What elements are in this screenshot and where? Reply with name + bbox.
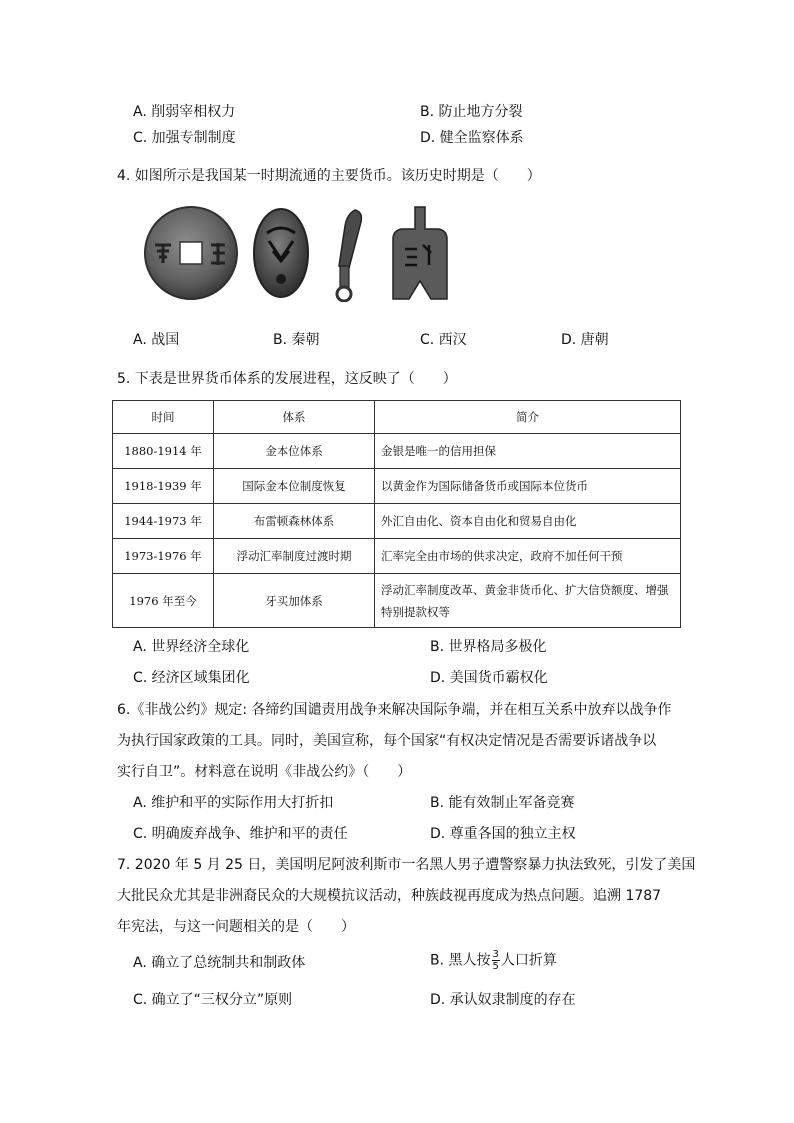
cell-system: 国际金本位制度恢复 <box>214 469 375 504</box>
fraction-numerator: 3 <box>492 949 499 960</box>
q3-option-b: B. 防止地方分裂 <box>420 104 523 120</box>
round-coin-image <box>143 205 239 301</box>
q6-stem-line-1: 6.《非战公约》规定: 各缔约国谴责用战争来解决国际争端，并在相互关系中放弃以战争作 <box>117 702 672 718</box>
q7-stem-line-2: 大批民众尤其是非洲裔民众的大规模抗议活动，种族歧视再度成为热点问题。追溯 1787 <box>117 888 662 904</box>
q5-option-b: B. 世界格局多极化 <box>430 639 547 655</box>
table-row <box>113 539 681 574</box>
q5-option-c: C. 经济区域集团化 <box>133 670 250 686</box>
spade-coin-image <box>389 205 451 301</box>
q4-stem: 4. 如图所示是我国某一时期流通的主要货币。该历史时期是（ ） <box>117 168 541 184</box>
q7-option-b-prefix: B. 黑人按 <box>430 952 491 969</box>
q6-stem-line-3: 实行自卫”。材料意在说明《非战公约》（ ） <box>117 764 412 780</box>
header-system: 体系 <box>214 401 375 434</box>
cell-time: 1918-1939 年 <box>113 469 214 504</box>
q6-option-d: D. 尊重各国的独立主权 <box>430 826 576 842</box>
currency-system-table <box>112 400 681 628</box>
q7-option-b <box>430 949 557 972</box>
q4-option-a: A. 战国 <box>133 332 180 348</box>
fraction-denominator: 5 <box>492 961 499 972</box>
table-row <box>113 434 681 469</box>
q7-option-c: C. 确立了“三权分立”原则 <box>133 992 293 1008</box>
q7-option-b-suffix: 人口折算 <box>500 952 557 969</box>
q6-stem-line-2: 为执行国家政策的工具。同时，美国宣称，每个国家“有权决定情况是否需要诉诸战争以 <box>117 733 657 749</box>
q7-stem-line-3: 年宪法，与这一问题相关的是（ ） <box>117 919 355 935</box>
cell-system: 金本位体系 <box>214 434 375 469</box>
q7-stem-line-1: 7. 2020 年 5 月 25 日，美国明尼阿波利斯市一名黑人男子遭警察暴力执法致死，引发了美国 <box>117 857 696 873</box>
q3-option-d: D. 健全监察体系 <box>420 130 524 146</box>
table-header-row <box>113 401 681 434</box>
cell-time: 1976 年至今 <box>113 574 214 628</box>
q5-stem: 5. 下表是世界货币体系的发展进程，这反映了（ ） <box>117 371 457 387</box>
q4-option-d: D. 唐朝 <box>561 332 609 348</box>
cell-time: 1973-1976 年 <box>113 539 214 574</box>
cell-intro: 外汇自由化、资本自由化和贸易自由化 <box>375 504 681 539</box>
cell-system: 牙买加体系 <box>214 574 375 628</box>
table-row <box>113 469 681 504</box>
cell-intro: 浮动汇率制度改革、黄金非货币化、扩大信贷额度、增强特别提款权等 <box>375 574 681 628</box>
cell-intro: 以黄金作为国际储备货币或国际本位货币 <box>375 469 681 504</box>
table-row <box>113 574 681 628</box>
q5-option-a: A. 世界经济全球化 <box>133 639 250 655</box>
q5-option-d: D. 美国货币霸权化 <box>430 670 548 686</box>
cell-time: 1944-1973 年 <box>113 504 214 539</box>
q4-option-c: C. 西汉 <box>420 332 467 348</box>
table-row <box>113 504 681 539</box>
q6-option-b: B. 能有效制止军备竞赛 <box>430 795 575 811</box>
cell-intro: 金银是唯一的信用担保 <box>375 434 681 469</box>
q7-option-a: A. 确立了总统制共和制政体 <box>133 955 306 971</box>
knife-coin-image <box>327 206 369 302</box>
header-time: 时间 <box>113 401 214 434</box>
cell-intro: 汇率完全由市场的供求决定，政府不加任何干预 <box>375 539 681 574</box>
cell-time: 1880-1914 年 <box>113 434 214 469</box>
cell-system: 布雷顿森林体系 <box>214 504 375 539</box>
q3-option-a: A. 削弱宰相权力 <box>133 104 236 120</box>
q6-option-c: C. 明确废弃战争、维护和平的责任 <box>133 826 348 842</box>
ant-nose-coin-image <box>251 207 311 299</box>
fraction <box>492 949 500 972</box>
q3-option-c: C. 加强专制制度 <box>133 130 236 146</box>
cell-system: 浮动汇率制度过渡时期 <box>214 539 375 574</box>
q7-option-d: D. 承认奴隶制度的存在 <box>430 992 576 1008</box>
header-intro: 简介 <box>375 401 681 434</box>
q6-option-a: A. 维护和平的实际作用大打折扣 <box>133 795 334 811</box>
q4-option-b: B. 秦朝 <box>273 332 320 348</box>
